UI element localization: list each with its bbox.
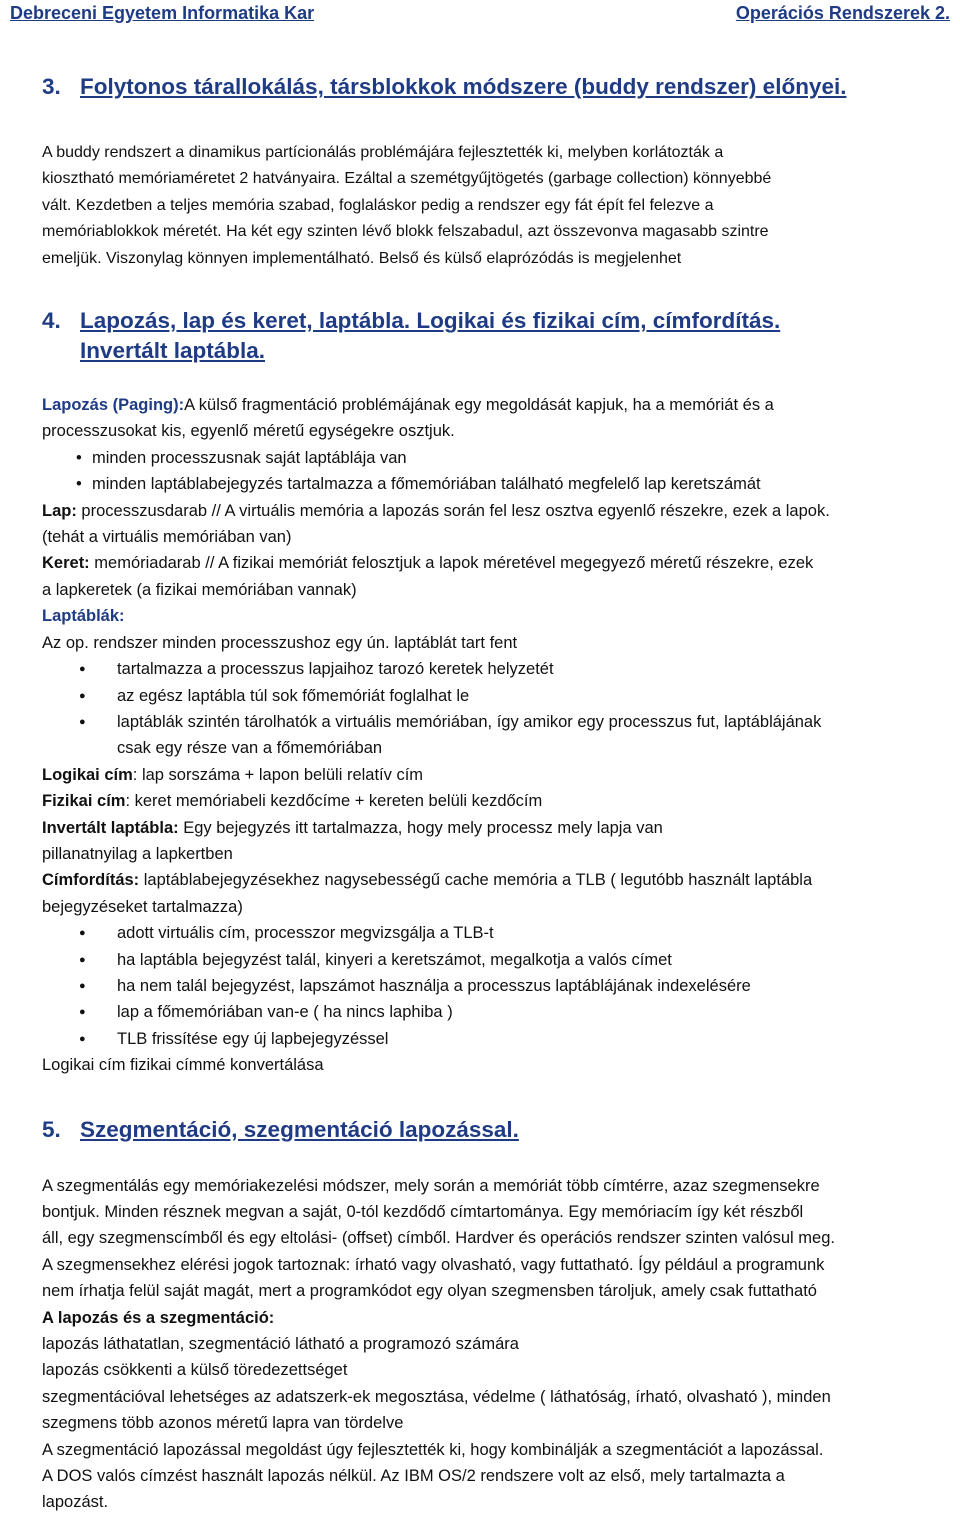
list-item: ● az egész laptábla túl sok főmemóriát foglalhat le (42, 683, 954, 709)
term-text: A külső fragmentáció problémájának egy megoldását kapjuk, ha a memóriát és a (184, 396, 774, 415)
physical-address-line (42, 788, 954, 814)
term-text: Egy bejegyzés itt tartalmazza, hogy mely processz mely lapja van (178, 818, 663, 837)
list-item: • minden laptáblabejegyzés tartalmazza a főmemóriában található megfelelő lap keretszámát (42, 471, 954, 497)
paragraph-line: lapozás láthatatlan, szegmentáció látható a programozó számára (42, 1335, 519, 1354)
paragraph-line: emeljük. Viszonylag könnyen implementálható. Belső és külső elaprózódás is megjelenhet (42, 249, 682, 267)
list-item: ● laptáblák szintén tárolhatók a virtuális memóriában, így amikor egy processzus fut, laptáblájának (42, 709, 954, 735)
section-3-paragraph (42, 140, 954, 272)
paragraph-line: kiosztható memóriaméretet 2 hatványaira. Ezáltal a szemétgyűjtögetés (garbage collection) könnyebbé (42, 170, 772, 188)
paragraph-line: lapozás csökkenti a külső töredezettséget (42, 1361, 348, 1380)
section-3-heading (42, 72, 954, 102)
section-number: 4. (42, 308, 61, 334)
paragraph-line: lapozást. (42, 1493, 109, 1512)
list-item: ● lap a főmemóriában van-e ( ha nincs laphiba ) (42, 999, 954, 1025)
section-title: Szegmentáció, szegmentáció lapozással. (80, 1116, 519, 1142)
paragraph-line: bejegyzéseket tartalmazza) (42, 897, 243, 916)
section-5-heading (42, 1115, 954, 1145)
bullet-list (42, 920, 954, 1052)
term-label: Lapozás (Paging): (42, 396, 185, 415)
paragraph-line: Logikai cím fizikai címmé konvertálása (42, 1056, 324, 1075)
paragraph-line: nem írhatja felül saját magát, mert a programkódot egy olyan szegmensben tároljuk, amely csak futtatható (42, 1282, 817, 1301)
list-item: ● tartalmazza a processzus lapjaihoz tarozó keretek helyzetét (42, 656, 954, 682)
term-label: Címfordítás: (42, 871, 140, 890)
section-4-heading (42, 306, 954, 336)
list-item: • minden processzusnak saját laptáblája van (42, 445, 954, 471)
list-item: ● adott virtuális cím, processzor megvizsgálja a TLB-t (42, 920, 954, 946)
header-institution: Debreceni Egyetem Informatika Kar (10, 3, 315, 23)
paragraph-line: szegmens több azonos méretű lapra van tördelve (42, 1414, 404, 1433)
paragraph-line: A buddy rendszert a dinamikus partícionálás problémájára fejlesztették ki, melyben korlátozták a (42, 144, 724, 161)
subheading: A lapozás és a szegmentáció: (42, 1308, 275, 1327)
paragraph-line: bontjuk. Minden résznek megvan a saját, 0-tól kezdődő címtartománya. Egy memóriacím így két részből (42, 1203, 804, 1221)
paragraph-line: szegmentációval lehetséges az adatszerk-ek megosztása, védelme ( láthatóság, írható, olvasható ), minden (42, 1387, 831, 1406)
keret-line (42, 550, 954, 576)
section-number: 5. (42, 1116, 61, 1142)
term-text: processzusdarab // A virtuális memória a lapozás során fel lesz osztva egyenlő részekre, ezek a lapok. (76, 501, 830, 520)
paragraph-line: pillanatnyilag a lapkertben (42, 844, 233, 863)
logical-address-line (42, 762, 954, 788)
term-text: laptáblabejegyzésekhez nagysebességű cache memória a TLB ( legutóbb használt laptábla (139, 871, 813, 890)
header-course: Operációs Rendszerek 2. (735, 3, 950, 23)
term-label: Laptáblák: (42, 607, 125, 626)
paragraph-line: A szegmensekhez elérési jogok tartoznak: írható vagy olvasható, vagy futtatható. Így például a programunk (42, 1255, 825, 1274)
section-5-body (42, 1173, 954, 1516)
term-text: : keret memóriabeli kezdőcíme + kereten belüli kezdőcím (125, 792, 543, 811)
paragraph-line: A szegmentálás egy memóriakezelési módszer, mely során a memóriát több címtérre, azaz szegmensekre (42, 1176, 820, 1195)
term-label: Logikai cím (42, 765, 133, 784)
list-item: ● ha nem talál bejegyzést, lapszámot használja a processzus laptáblájának indexelésére (42, 973, 954, 999)
section-title: Lapozás, lap és keret, laptábla. Logikai és fizikai cím, címfordítás. (80, 308, 781, 334)
document-body (42, 0, 954, 1516)
section-4-heading-cont (42, 336, 954, 366)
paragraph-line: áll, egy szegmenscímből és egy eltolási- (offset) címből. Hardver és operációs rendszer szinten valósul meg. (42, 1229, 835, 1248)
section-title-cont: Invertált laptábla. (80, 338, 266, 364)
paragraph-line: a lapkeretek (a fizikai memóriában vannak) (42, 580, 357, 599)
bullet-list (42, 656, 954, 735)
inverted-table-line (42, 815, 954, 841)
paragraph-line: Az op. rendszer minden processzushoz egy ún. laptáblát tart fent (42, 633, 518, 652)
paragraph-line: A szegmentáció lapozással megoldást úgy fejlesztették ki, hogy kombinálják a szegmentációt a lapozással. (42, 1440, 824, 1459)
list-item-continuation: csak egy része van a főmemóriában (117, 739, 383, 758)
translation-line (42, 867, 954, 893)
paragraph-line: vált. Kezdetben a teljes memória szabad, foglaláskor pedig a rendszer egy fát épít fel felezve a (42, 196, 714, 214)
list-item: ● TLB frissítése egy új lapbejegyzéssel (42, 1026, 954, 1052)
paging-line (42, 392, 954, 418)
section-4-body (42, 392, 954, 1079)
lap-line (42, 498, 954, 524)
list-item: ● ha laptábla bejegyzést talál, kinyeri a keretszámot, megalkotja a valós címet (42, 947, 954, 973)
term-label: Fizikai cím (42, 792, 126, 811)
term-text: : lap sorszáma + lapon belüli relatív cím (132, 765, 424, 784)
term-label: Invertált laptábla: (42, 818, 179, 837)
paragraph-line: (tehát a virtuális memóriában van) (42, 528, 292, 547)
section-title: Folytonos tárallokálás, társblokkok módszere (buddy rendszer) előnyei. (80, 74, 847, 99)
bullet-list (42, 445, 954, 498)
paragraph-line: A DOS valós címzést használt lapozás nélkül. Az IBM OS/2 rendszere volt az első, mely tartalmazta a (42, 1467, 785, 1486)
term-label: Keret: (42, 554, 90, 573)
paragraph-line: memóriablokkok méretét. Ha két egy szinten lévő blokk felszabadul, azt összevonva magasabb szintre (42, 223, 769, 241)
paragraph-line: processzusokat kis, egyenlő méretű egységekre osztjuk. (42, 422, 455, 441)
term-label: Lap: (42, 501, 77, 520)
term-text: memóriadarab // A fizikai memóriát felosztjuk a lapok méretével megegyező méretű részekre, ezek (89, 554, 814, 573)
section-number: 3. (42, 74, 61, 99)
